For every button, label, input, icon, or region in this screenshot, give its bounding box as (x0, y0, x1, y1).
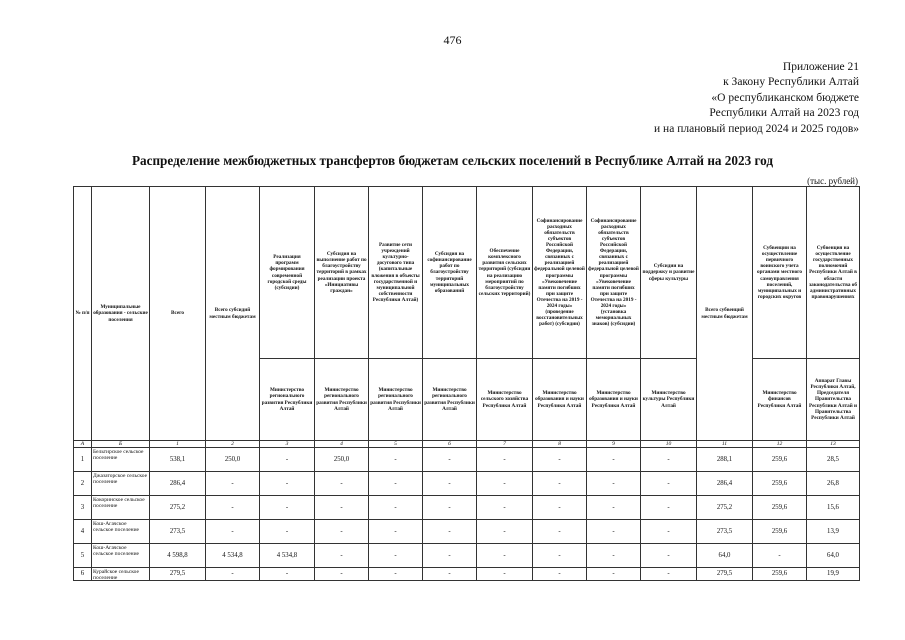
header-num: № п/п (74, 187, 92, 441)
table-cell: 538,1 (150, 448, 206, 472)
table-cell: 64,0 (697, 544, 753, 568)
table-cell: - (753, 544, 807, 568)
header-municipality: Муниципальные образования - сельские поселения (92, 187, 150, 441)
table-cell: 275,2 (697, 496, 753, 520)
header-col-3: Реализация программ формирования современной городской среды (субсидии) (260, 187, 315, 359)
row-municipality (92, 544, 150, 568)
table-cell: - (315, 568, 369, 581)
header-row (74, 187, 860, 359)
table-cell: - (641, 496, 697, 520)
row-number: 4 (74, 520, 92, 544)
header-col-7: Обеспечение комплексного развития сельских территорий (субсидии на реализацию мероприятий по благоустройству сельских территорий) (477, 187, 533, 359)
header-col-8: Софинансирование расходных обязательств субъектов Российской Федерации, связанных с реализацией федеральной целевой программы «Увековечение памяти погибших при защите Отечества на 2019 - 2024 годы» (проведение восстановительных работ) (субсидии) (533, 187, 587, 359)
page-number: 476 (443, 33, 462, 47)
table-cell: - (369, 544, 423, 568)
header-col-9: Софинансирование расходных обязательств субъектов Российской Федерации, связанных с реализацией федеральной целевой программы «Увековечение памяти погибших при защите Отечества на 2019 - 2024 годы» (установка мемориальных знаков) (субсидии) (587, 187, 641, 359)
table-cell: - (641, 448, 697, 472)
table-cell: - (587, 520, 641, 544)
table-cell: 15,6 (807, 496, 860, 520)
table-row (74, 568, 860, 581)
ministry-col-3: Министерство регионального развития Республики Алтай (260, 359, 315, 441)
row-municipality (92, 520, 150, 544)
row-municipality (92, 472, 150, 496)
table-cell: - (315, 496, 369, 520)
table-cell: - (587, 496, 641, 520)
column-number-row (74, 441, 860, 448)
municipality-name: Кош-Агачское сельское поселение (93, 545, 139, 558)
table-cell: - (533, 544, 587, 568)
table-cell: - (423, 568, 477, 581)
appendix-line: Республики Алтай на 2023 год (709, 107, 859, 120)
table-cell: - (206, 496, 260, 520)
ministry-col-12: Министерство финансов Республики Алтай (753, 359, 807, 441)
table-row (74, 520, 860, 544)
column-number: 5 (369, 441, 423, 448)
table-cell: - (260, 496, 315, 520)
table-cell: - (587, 568, 641, 581)
appendix-line: и на плановый период 2024 и 2025 годов» (654, 122, 859, 135)
table-row (74, 544, 860, 568)
table-cell: - (423, 448, 477, 472)
table-cell: - (369, 520, 423, 544)
row-municipality (92, 496, 150, 520)
table-cell: 273,5 (697, 520, 753, 544)
table-cell: 4 598,8 (150, 544, 206, 568)
header-total-subsidies: Всего субсидий местным бюджетам (206, 187, 260, 441)
header-col-6: Субсидия на софинансирование работ по благоустройству территорий муниципальных образований (423, 187, 477, 359)
ministry-col-8: Министерство образования и науки Республики Алтай (533, 359, 587, 441)
row-municipality (92, 568, 150, 581)
table-cell: 4 534,8 (206, 544, 260, 568)
table-cell: 250,0 (206, 448, 260, 472)
table-cell: 64,0 (807, 544, 860, 568)
column-number: 4 (315, 441, 369, 448)
appendix-header (654, 60, 859, 137)
ministry-col-7: Министерство сельского хозяйства Республики Алтай (477, 359, 533, 441)
table-cell: 13,9 (807, 520, 860, 544)
column-number: 13 (807, 441, 860, 448)
table-cell: - (369, 472, 423, 496)
municipality-name: Курайское сельское поселение (93, 569, 139, 580)
document-title: Распределение межбюджетных трансфертов бюджетам сельских поселений в Республике Алтай на 2023 год (131, 153, 774, 168)
table-cell: - (641, 568, 697, 581)
table-cell: - (206, 472, 260, 496)
table-cell: - (206, 520, 260, 544)
table-cell: - (477, 448, 533, 472)
table-cell: - (260, 568, 315, 581)
table-cell: - (423, 472, 477, 496)
column-number: 9 (587, 441, 641, 448)
table-row (74, 496, 860, 520)
table-cell: 279,5 (697, 568, 753, 581)
header-col-10: Субсидии на поддержку и развитие сферы культуры (641, 187, 697, 359)
table-cell: - (260, 520, 315, 544)
units-label: (тыс. рублей) (807, 176, 858, 186)
row-number: 1 (74, 448, 92, 472)
table-cell: 28,5 (807, 448, 860, 472)
table-cell: 4 534,8 (260, 544, 315, 568)
ministry-col-6: Министерство регионального развития Республики Алтай (423, 359, 477, 441)
table-cell: - (206, 568, 260, 581)
table-row (74, 472, 860, 496)
column-number: А (74, 441, 92, 448)
header-total-subventions: Всего субвенций местным бюджетам (697, 187, 753, 441)
table-cell: 250,0 (315, 448, 369, 472)
header-col-13: Субвенция на осуществление государственных полномочий Республики Алтай в области законодательства об административных правонарушениях (807, 187, 860, 359)
column-number: 10 (641, 441, 697, 448)
column-number: 1 (150, 441, 206, 448)
header-total: Всего (150, 187, 206, 441)
table-cell: - (477, 472, 533, 496)
table-cell: - (315, 520, 369, 544)
table-cell: - (369, 496, 423, 520)
table-cell: 259,6 (753, 496, 807, 520)
table-cell: - (260, 448, 315, 472)
municipality-name: Бельтирское сельское поселение (93, 449, 144, 462)
table-cell: 26,8 (807, 472, 860, 496)
table-cell: - (587, 544, 641, 568)
table-cell: 259,6 (753, 520, 807, 544)
row-number: 5 (74, 544, 92, 568)
table-cell: - (587, 448, 641, 472)
table-cell: - (477, 544, 533, 568)
table-cell: - (423, 544, 477, 568)
municipality-name: Джазаторское сельское поселение (93, 473, 148, 486)
table-cell: - (533, 520, 587, 544)
row-municipality (92, 448, 150, 472)
table-cell: - (641, 472, 697, 496)
table-cell: 259,6 (753, 448, 807, 472)
table-cell: - (423, 496, 477, 520)
table-cell: - (533, 472, 587, 496)
table-cell: - (423, 520, 477, 544)
table-cell: 259,6 (753, 472, 807, 496)
municipality-name: Кош-Агачское сельское поселение (93, 521, 139, 534)
table-cell: 19,9 (807, 568, 860, 581)
column-number: 8 (533, 441, 587, 448)
table-cell: 273,5 (150, 520, 206, 544)
municipality-name: Кокоринское сельское поселение (93, 497, 145, 510)
table-row (74, 448, 860, 472)
ministry-col-10: Министерство культуры Республики Алтай (641, 359, 697, 441)
table-cell: - (533, 448, 587, 472)
column-number: Б (92, 441, 150, 448)
table-cell: - (369, 448, 423, 472)
table-cell: - (587, 472, 641, 496)
table-cell: - (641, 520, 697, 544)
table-cell: 279,5 (150, 568, 206, 581)
table-cell: 275,2 (150, 496, 206, 520)
column-number: 7 (477, 441, 533, 448)
table-cell: - (369, 568, 423, 581)
row-number: 2 (74, 472, 92, 496)
row-number: 3 (74, 496, 92, 520)
appendix-line: Приложение 21 (782, 61, 859, 73)
row-number: 6 (74, 568, 92, 581)
table-cell: 259,6 (753, 568, 807, 581)
appendix-line: к Закону Республики Алтай (723, 76, 859, 89)
table-cell: - (260, 472, 315, 496)
table-cell: - (477, 520, 533, 544)
column-number: 12 (753, 441, 807, 448)
table-cell: 286,4 (697, 472, 753, 496)
table-cell: - (315, 544, 369, 568)
header-col-5: Развитие сети учреждений культурно-досугового типа (капитальные вложения в объекты государственной и муниципальной собственности Республики Алтай) (369, 187, 423, 359)
table-cell: - (641, 544, 697, 568)
table-cell: 286,4 (150, 472, 206, 496)
column-number: 11 (697, 441, 753, 448)
table-cell: - (315, 472, 369, 496)
header-col-12: Субвенции на осуществление первичного воинского учета органами местного самоуправления поселений, муниципальных и городских округов (753, 187, 807, 359)
column-number: 3 (260, 441, 315, 448)
ministry-col-5: Министерство регионального развития Республики Алтай (369, 359, 423, 441)
table-cell: - (477, 496, 533, 520)
ministry-col-13: Аппарат Главы Республики Алтай, Председателя Правительства Республики Алтай и Правительства Республики Алтай (807, 359, 860, 441)
table-cell: - (533, 568, 587, 581)
ministry-col-9: Министерство образования и науки Республики Алтай (587, 359, 641, 441)
table-cell: 288,1 (697, 448, 753, 472)
table-cell: - (477, 568, 533, 581)
column-number: 2 (206, 441, 260, 448)
ministry-col-4: Министерство регионального развития Республики Алтай (315, 359, 369, 441)
table-cell: - (533, 496, 587, 520)
header-col-4: Субсидия на выполнение работ по благоустройству территорий в рамках реализации проекта «Инициативы граждан» (315, 187, 369, 359)
appendix-line: «О республиканском бюджете (711, 91, 859, 104)
column-number: 6 (423, 441, 477, 448)
transfers-table (73, 186, 860, 581)
